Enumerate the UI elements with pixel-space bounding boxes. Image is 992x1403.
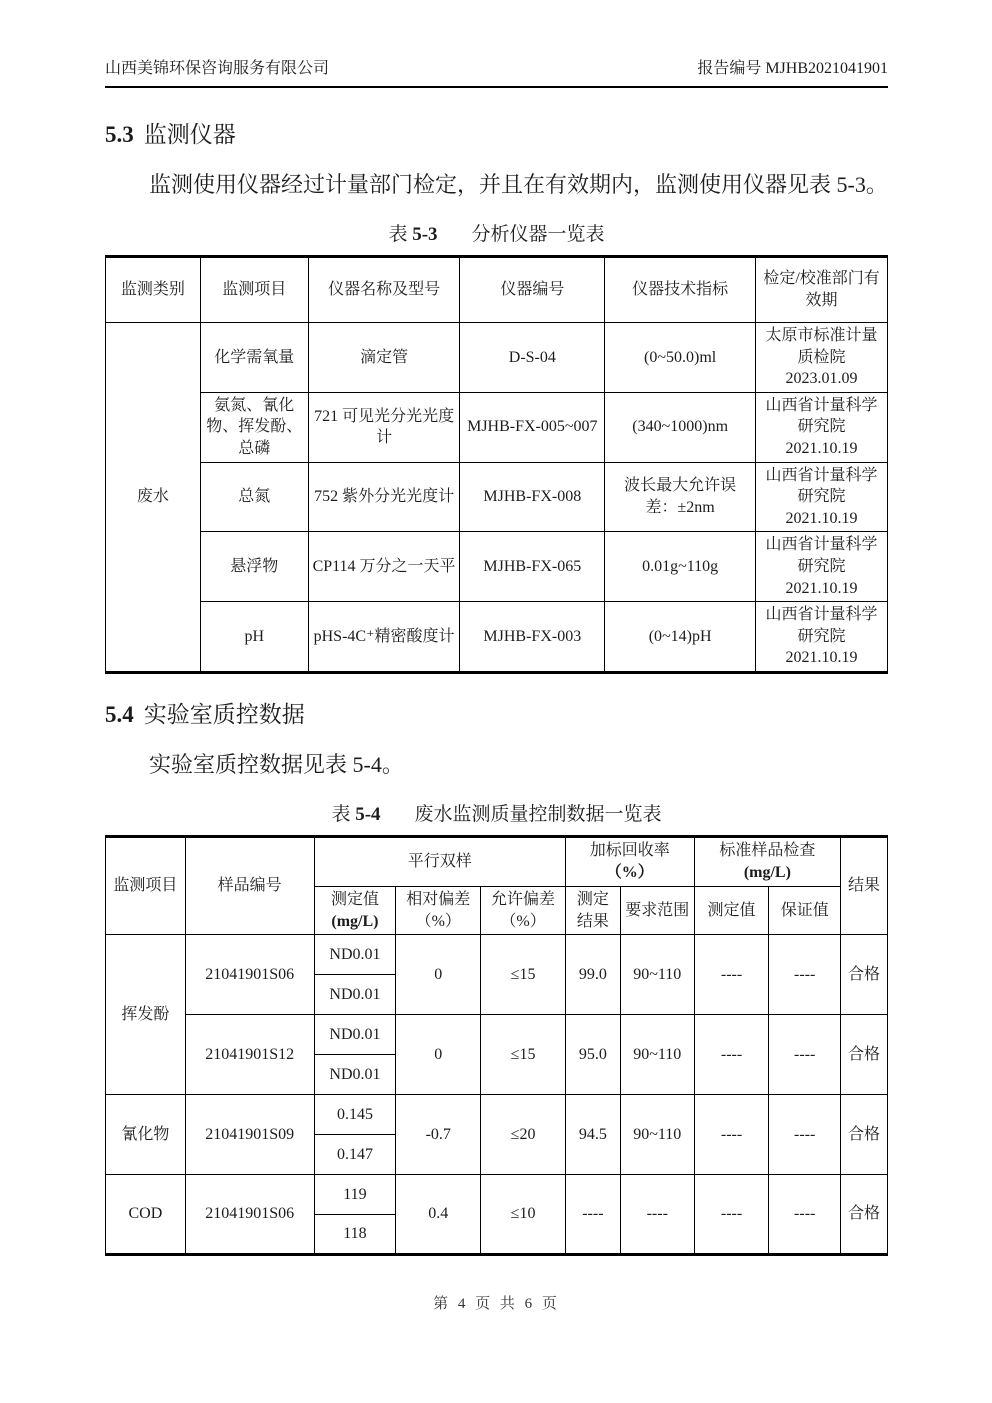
caption-title: 分析仪器一览表 [471,224,605,245]
item-cell: 氰化物 [106,1095,186,1175]
col-header-result: 结果 [841,836,888,934]
page-header [105,55,888,78]
caption-title: 废水监测质量控制数据一览表 [414,803,662,825]
item-cell: pH [200,602,308,673]
code-cell: MJHB-FX-008 [460,462,605,532]
caption-number: 5-4 [355,803,381,825]
code-cell: MJHB-FX-065 [460,532,605,602]
code-cell: D-S-04 [460,323,605,393]
sample-id-cell: 21041901S06 [185,1175,314,1255]
instruments-header-row [106,257,888,323]
allowed-deviation-cell: ≤15 [481,1015,566,1095]
cert-cell [756,323,888,393]
std-measured-cell: ---- [694,935,769,1015]
sample-id-cell: 21041901S12 [185,1015,314,1095]
measured-unit: (mg/L) [331,912,379,930]
cert-cell [756,392,888,462]
measured-value-cell: ND0.01 [314,935,396,975]
measured-value-cell: 119 [314,1175,396,1215]
sample-id-cell: 21041901S09 [185,1095,314,1175]
instruments-table [105,255,888,674]
table-row [106,462,888,532]
cert-dept: 山西省计量科学研究院 [765,466,878,506]
instrument-cell: 721 可见光分光光度计 [308,392,460,462]
table-5-4-caption [105,799,888,826]
col-header-parallel: 平行双样 [314,836,565,886]
spike-label: 加标回收率 [589,842,670,860]
caption-label: 表 [331,803,356,825]
relative-deviation-cell: 0.4 [396,1175,481,1255]
spec-cell: (0~50.0)ml [605,323,756,393]
measured-value-cell: ND0.01 [314,1015,396,1055]
cert-dept: 太原市标准计量质检院 [765,327,878,366]
col-header-item: 监测项目 [106,836,186,934]
item-cell: 化学需氧量 [200,323,308,393]
verdict-cell: 合格 [841,935,888,1015]
instrument-cell: pHS-4C⁺精密酸度计 [308,602,460,673]
spike-unit: （%） [605,863,654,881]
table-row [106,602,888,673]
section-heading-5-3 [105,116,888,149]
std-measured-cell: ---- [694,1015,769,1095]
company-name: 山西美锦环保咨询服务有限公司 [105,60,330,77]
spec-cell: 波长最大允许误差：±2nm [605,462,756,532]
spike-result-cell: 94.5 [565,1095,620,1175]
header-rule [105,86,888,88]
col-header-measured [314,886,396,934]
col-header-cert: 检定/校准部门有效期 [756,257,888,323]
item-cell: COD [106,1175,186,1255]
spec-cell: (340~1000)nm [605,392,756,462]
spike-result-cell: 95.0 [565,1015,620,1095]
verdict-cell: 合格 [841,1095,888,1175]
std-guaranteed-cell: ---- [769,935,841,1015]
code-cell: MJHB-FX-003 [460,602,605,673]
report-number: 报告编号 MJHB2021041901 [697,60,888,77]
table-row [106,935,888,975]
col-header-spike-result: 测定结果 [565,886,620,934]
cert-date: 2021.10.19 [785,439,858,457]
table-row [106,1175,888,1215]
category-cell: 废水 [106,323,201,673]
cert-date: 2021.10.19 [785,509,858,527]
col-header-category: 监测类别 [106,257,201,323]
cert-dept: 山西省计量科学研究院 [765,536,878,575]
spike-range-cell: 90~110 [620,1095,694,1175]
relative-deviation-cell: 0 [396,935,481,1015]
table-row [106,323,888,393]
std-measured-cell: ---- [694,1095,769,1175]
std-guaranteed-cell: ---- [769,1015,841,1095]
measured-value-cell: ND0.01 [314,975,396,1015]
section-heading-5-4 [105,696,888,729]
cert-date: 2021.10.19 [785,579,858,597]
col-header-instrument: 仪器名称及型号 [308,257,460,323]
measured-value-cell: ND0.01 [314,1055,396,1095]
instrument-cell: 滴定管 [308,323,460,393]
std-measured-cell: ---- [694,1175,769,1255]
caption-number: 5-3 [412,224,438,245]
section-title: 监测仪器 [143,122,236,147]
allowed-deviation-cell: ≤15 [481,935,566,1015]
measured-value-cell: 118 [314,1215,396,1255]
verdict-cell: 合格 [841,1015,888,1095]
col-header-code: 仪器编号 [460,257,605,323]
table-row [106,532,888,602]
cert-cell [756,532,888,602]
instrument-cell: 752 紫外分光光度计 [308,462,460,532]
cert-cell [756,462,888,532]
spec-cell: 0.01g~110g [605,532,756,602]
spike-result-cell: ---- [565,1175,620,1255]
measured-value-cell: 0.145 [314,1095,396,1135]
col-header-spec: 仪器技术指标 [605,257,756,323]
col-header-spike [565,836,694,886]
verdict-cell: 合格 [841,1175,888,1255]
cert-date: 2023.01.09 [785,370,858,388]
col-header-std-measured: 测定值 [694,886,769,934]
section-number: 5.4 [105,701,134,727]
page-footer: 第 4 页 共 6 页 [433,1296,560,1313]
item-cell: 总氮 [200,462,308,532]
col-header-std-guaranteed: 保证值 [769,886,841,934]
section-5-4-paragraph: 实验室质控数据见表 5-4。 [149,751,404,777]
cert-dept: 山西省计量科学研究院 [765,606,878,645]
item-cell: 悬浮物 [200,532,308,602]
qc-data-table [105,835,888,1256]
item-cell: 挥发酚 [106,935,186,1095]
std-guaranteed-cell: ---- [769,1095,841,1175]
col-header-item: 监测项目 [200,257,308,323]
cert-date: 2021.10.19 [785,649,858,667]
allowed-deviation-cell: ≤10 [481,1175,566,1255]
measured-value-cell: 0.147 [314,1135,396,1175]
col-header-sample: 样品编号 [185,836,314,934]
caption-label: 表 [388,224,413,245]
table-row [106,392,888,462]
cert-cell [756,602,888,673]
col-header-standard [694,836,840,886]
standard-label: 标准样品检查 [719,842,816,860]
instrument-cell: CP114 万分之一天平 [308,532,460,602]
table-row [106,1015,888,1055]
section-title: 实验室质控数据 [143,701,305,727]
relative-deviation-cell: -0.7 [396,1095,481,1175]
measured-label: 测定值 [330,890,379,908]
section-5-3-paragraph: 监测使用仪器经过计量部门检定，并且在有效期内，监测使用仪器见表 5-3。 [149,172,888,197]
spike-result-cell: 99.0 [565,935,620,1015]
col-header-allow-dev: 允许偏差（%） [481,886,566,934]
cert-dept: 山西省计量科学研究院 [765,396,878,436]
spec-cell: (0~14)pH [605,602,756,673]
col-header-spike-range: 要求范围 [620,886,694,934]
spike-range-cell: 90~110 [620,1015,694,1095]
relative-deviation-cell: 0 [396,1015,481,1095]
qc-header-row-1 [106,836,888,886]
item-cell: 氨氮、氰化物、挥发酚、总磷 [200,392,308,462]
spike-range-cell: 90~110 [620,935,694,1015]
spike-range-cell: ---- [620,1175,694,1255]
code-cell: MJHB-FX-005~007 [460,392,605,462]
allowed-deviation-cell: ≤20 [481,1095,566,1175]
table-row [106,1095,888,1135]
section-number: 5.3 [105,122,134,147]
table-5-3-caption [105,219,888,246]
standard-unit: (mg/L) [743,863,791,881]
col-header-rel-dev: 相对偏差（%） [396,886,481,934]
sample-id-cell: 21041901S06 [185,935,314,1015]
std-guaranteed-cell: ---- [769,1175,841,1255]
